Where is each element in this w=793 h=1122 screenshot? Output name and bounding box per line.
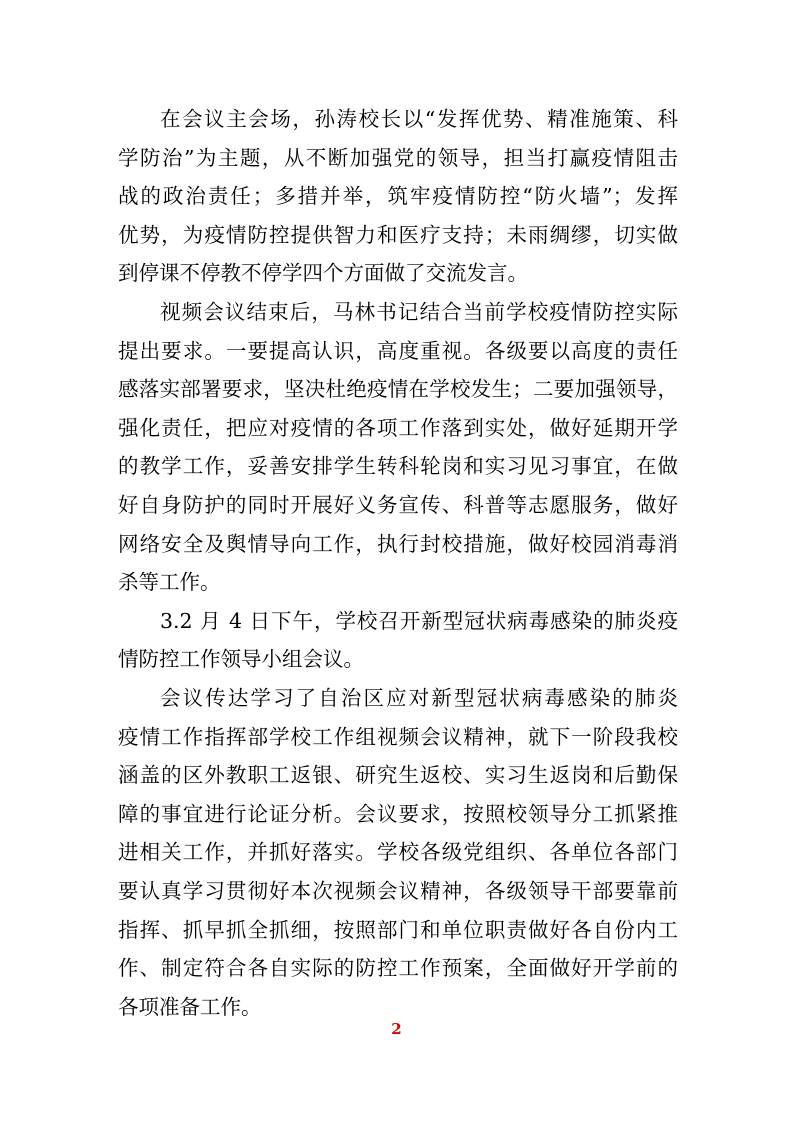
text-line: 网络安全及舆情导向工作，执行封校措施，做好校园消毒消 [118, 531, 678, 556]
page-number: 2 [391, 1020, 402, 1038]
text-line: 指挥、抓早抓全抓细，按照部门和单位职责做好各自份内工 [118, 917, 678, 942]
text-line: 作、制定符合各自实际的防控工作预案，全面做好开学前的 [118, 956, 678, 981]
text-line: 涵盖的区外教职工返银、研究生返校、实习生返岗和后勤保 [118, 763, 678, 788]
text-line: 战的政治责任；多措并举，筑牢疫情防控“防火墙”；发挥 [118, 184, 678, 209]
text-line: 到停课不停教不停学四个方面做了交流发言。 [118, 261, 528, 286]
text-line: 各项准备工作。 [118, 994, 262, 1019]
text-line: 的教学工作，妥善安排学生转科轮岗和实习见习事宜，在做 [118, 454, 678, 479]
text-line: 优势，为疫情防控提供智力和医疗支持；未雨绸缪，切实做 [118, 222, 678, 247]
text-line: 疫情工作指挥部学校工作组视频会议精神，就下一阶段我校 [118, 724, 678, 749]
text-line: 杀等工作。 [118, 570, 221, 595]
text-line: 提出要求。一要提高认识，高度重视。各级要以高度的责任 [118, 338, 678, 363]
text-line: 会议传达学习了自治区应对新型冠状病毒感染的肺炎 [160, 686, 678, 710]
text-line: 要认真学习贯彻好本次视频会议精神，各级领导干部要靠前 [118, 879, 678, 903]
text-line: 视频会议结束后，马林书记结合当前学校疫情防控实际 [160, 300, 678, 324]
text-line: 学防治”为主题，从不断加强党的领导，担当打赢疫情阻击 [118, 145, 678, 170]
text-line: 情防控工作领导小组会议。 [118, 647, 364, 672]
text-line: 3.2 月 4 日下午，学校召开新型冠状病毒感染的肺炎疫 [160, 608, 678, 633]
text-line: 好自身防护的同时开展好义务宣传、科普等志愿服务，做好 [118, 493, 678, 517]
text-line: 感落实部署要求，坚决杜绝疫情在学校发生；二要加强领导， [118, 377, 678, 402]
text-line: 强化责任，把应对疫情的各项工作落到实处，做好延期开学 [118, 415, 678, 440]
text-line: 在会议主会场，孙涛校长以“发挥优势、精准施策、科 [160, 107, 678, 131]
text-line: 进相关工作，并抓好落实。学校各级党组织、各单位各部门 [118, 840, 678, 865]
text-line: 障的事宜进行论证分析。会议要求，按照校领导分工抓紧推 [118, 801, 678, 826]
